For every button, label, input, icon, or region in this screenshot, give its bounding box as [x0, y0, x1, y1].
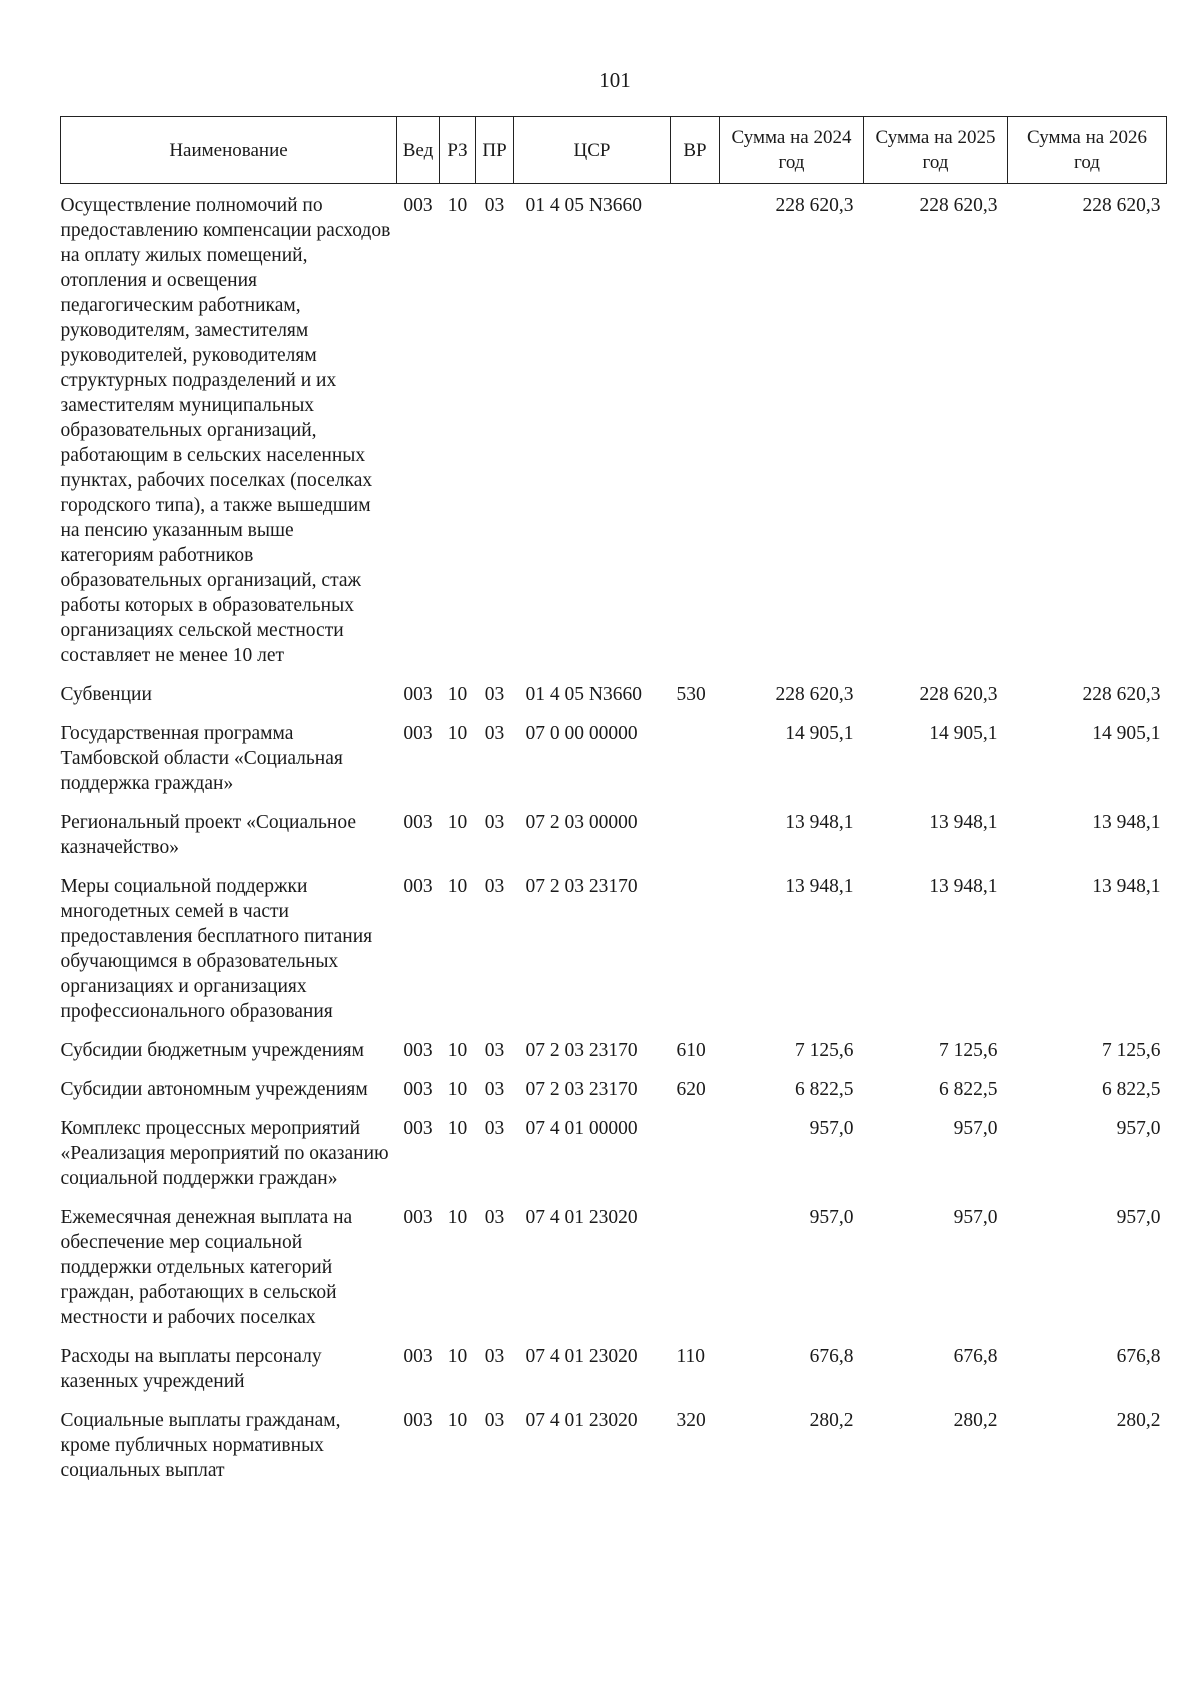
table-row	[61, 804, 1167, 868]
row-pr: 03	[484, 1346, 505, 1367]
row-sum-2026: 280,2	[1116, 1410, 1161, 1431]
header-sum-2025: Сумма на 2025 год	[864, 117, 1008, 184]
row-ved: 003	[403, 1207, 433, 1228]
row-name: Государственная программа Тамбовской области «Социальная поддержка граждан»	[60, 723, 343, 794]
row-vr	[671, 184, 720, 677]
row-ved: 003	[403, 876, 433, 897]
row-pr: 03	[484, 195, 505, 216]
row-sum-2025: 957,0	[953, 1207, 998, 1228]
row-rz: 10	[447, 195, 468, 216]
header-sum-2024: Сумма на 2024 год	[720, 117, 864, 184]
row-name: Субсидии бюджетным учреждениям	[60, 1040, 364, 1061]
row-csr: 07 4 01 00000	[525, 1118, 638, 1139]
row-name: Расходы на выплаты персоналу казенных учреждений	[60, 1346, 322, 1392]
row-pr: 03	[484, 812, 505, 833]
row-sum-2026: 228 620,3	[1082, 195, 1161, 216]
row-sum-2026: 13 948,1	[1092, 812, 1161, 833]
row-csr: 07 4 01 23020	[525, 1346, 638, 1367]
row-rz: 10	[447, 1207, 468, 1228]
row-sum-2024: 228 620,3	[775, 195, 854, 216]
header-rz: РЗ	[440, 117, 476, 184]
row-sum-2024: 280,2	[809, 1410, 854, 1431]
row-rz: 10	[447, 812, 468, 833]
row-sum-2024: 228 620,3	[775, 684, 854, 705]
row-sum-2025: 280,2	[953, 1410, 998, 1431]
row-sum-2024: 676,8	[809, 1346, 854, 1367]
row-vr	[671, 715, 720, 804]
row-name: Осуществление полномочий по предоставлению компенсации расходов на оплату жилых помещений, отопления и освещения педагогическим работникам, руководителям, заместителям руководителей, руководителям структурных подразделений и их заместителям муниципальных образовательных организаций, работающим в сельских населенных пунктах, рабочих поселках (поселках городского типа), а также вышедшим на пенсию указанным выше категориям работников образовательных организаций, стаж работы которых в образовательных организациях сельской местности составляет не менее 10 лет	[60, 195, 391, 666]
row-vr: 610	[676, 1040, 706, 1061]
row-sum-2026: 957,0	[1116, 1118, 1161, 1139]
table-row	[61, 868, 1167, 1032]
row-sum-2026: 957,0	[1116, 1207, 1161, 1228]
row-rz: 10	[447, 723, 468, 744]
row-rz: 10	[447, 1118, 468, 1139]
row-sum-2024: 13 948,1	[785, 876, 854, 897]
row-sum-2026: 228 620,3	[1082, 684, 1161, 705]
row-csr: 01 4 05 N3660	[525, 195, 642, 216]
row-sum-2025: 7 125,6	[939, 1040, 998, 1061]
row-name: Субвенции	[60, 684, 152, 705]
row-ved: 003	[403, 723, 433, 744]
row-rz: 10	[447, 1346, 468, 1367]
header-ved: Вед	[397, 117, 440, 184]
row-ved: 003	[403, 1346, 433, 1367]
row-sum-2026: 676,8	[1116, 1346, 1161, 1367]
row-ved: 003	[403, 1410, 433, 1431]
row-sum-2025: 957,0	[953, 1118, 998, 1139]
table-row	[61, 184, 1167, 677]
table-header	[61, 117, 1167, 184]
row-vr	[671, 1110, 720, 1199]
table-row	[61, 1071, 1167, 1110]
row-sum-2026: 7 125,6	[1102, 1040, 1161, 1061]
row-sum-2025: 13 948,1	[929, 812, 998, 833]
header-sum-2026: Сумма на 2026 год	[1008, 117, 1167, 184]
table-row	[61, 715, 1167, 804]
row-sum-2025: 676,8	[953, 1346, 998, 1367]
row-vr: 530	[676, 684, 706, 705]
table-row	[61, 1402, 1167, 1491]
row-name: Региональный проект «Социальное казначейство»	[60, 812, 357, 858]
row-ved: 003	[403, 684, 433, 705]
budget-table	[60, 116, 1167, 1491]
row-csr: 07 4 01 23020	[525, 1410, 638, 1431]
row-ved: 003	[403, 1079, 433, 1100]
row-rz: 10	[447, 1040, 468, 1061]
row-vr: 110	[676, 1346, 706, 1367]
row-vr: 320	[676, 1410, 706, 1431]
header-pr: ПР	[476, 117, 514, 184]
table-row	[61, 1338, 1167, 1402]
row-vr	[671, 1199, 720, 1338]
row-name: Ежемесячная денежная выплата на обеспечение мер социальной поддержки отдельных категорий граждан, работающих в сельской местности и рабочих поселках	[60, 1207, 353, 1328]
row-pr: 03	[484, 1410, 505, 1431]
row-pr: 03	[484, 1079, 505, 1100]
row-sum-2024: 957,0	[809, 1118, 854, 1139]
table-row	[61, 1199, 1167, 1338]
row-ved: 003	[403, 812, 433, 833]
header-csr: ЦСР	[514, 117, 671, 184]
row-sum-2025: 14 905,1	[929, 723, 998, 744]
row-ved: 003	[403, 1118, 433, 1139]
row-rz: 10	[447, 1079, 468, 1100]
row-sum-2024: 957,0	[809, 1207, 854, 1228]
row-csr: 07 0 00 00000	[525, 723, 638, 744]
row-sum-2024: 13 948,1	[785, 812, 854, 833]
row-ved: 003	[403, 1040, 433, 1061]
row-csr: 07 2 03 23170	[525, 876, 638, 897]
row-rz: 10	[447, 1410, 468, 1431]
row-csr: 07 2 03 23170	[525, 1040, 638, 1061]
page-number: 101	[599, 68, 631, 92]
row-pr: 03	[484, 876, 505, 897]
row-sum-2026: 13 948,1	[1092, 876, 1161, 897]
header-name: Наименование	[61, 117, 397, 184]
header-vr: ВР	[671, 117, 720, 184]
row-pr: 03	[484, 1118, 505, 1139]
row-sum-2025: 228 620,3	[919, 684, 998, 705]
row-pr: 03	[484, 1207, 505, 1228]
row-sum-2025: 228 620,3	[919, 195, 998, 216]
row-sum-2024: 6 822,5	[795, 1079, 854, 1100]
row-sum-2025: 6 822,5	[939, 1079, 998, 1100]
row-name: Социальные выплаты гражданам, кроме публичных нормативных социальных выплат	[60, 1410, 341, 1481]
row-sum-2024: 7 125,6	[795, 1040, 854, 1061]
row-pr: 03	[484, 1040, 505, 1061]
table-row	[61, 1032, 1167, 1071]
row-sum-2026: 6 822,5	[1102, 1079, 1161, 1100]
table-body	[61, 184, 1167, 1492]
row-sum-2025: 13 948,1	[929, 876, 998, 897]
row-pr: 03	[484, 684, 505, 705]
row-vr	[671, 868, 720, 1032]
row-name: Субсидии автономным учреждениям	[60, 1079, 368, 1100]
row-csr: 01 4 05 N3660	[525, 684, 642, 705]
row-sum-2026: 14 905,1	[1092, 723, 1161, 744]
row-vr: 620	[676, 1079, 706, 1100]
table-row	[61, 676, 1167, 715]
row-sum-2024: 14 905,1	[785, 723, 854, 744]
row-pr: 03	[484, 723, 505, 744]
row-name: Меры социальной поддержки многодетных семей в части предоставления бесплатного питания обучающимся в образовательных организациях и организациях профессионального образования	[60, 876, 373, 1022]
row-vr	[671, 804, 720, 868]
row-csr: 07 2 03 23170	[525, 1079, 638, 1100]
row-csr: 07 4 01 23020	[525, 1207, 638, 1228]
table-row	[61, 1110, 1167, 1199]
row-rz: 10	[447, 684, 468, 705]
row-csr: 07 2 03 00000	[525, 812, 638, 833]
row-rz: 10	[447, 876, 468, 897]
row-name: Комплекс процессных мероприятий «Реализация мероприятий по оказанию социальной поддержки граждан»	[60, 1118, 389, 1189]
row-ved: 003	[403, 195, 433, 216]
